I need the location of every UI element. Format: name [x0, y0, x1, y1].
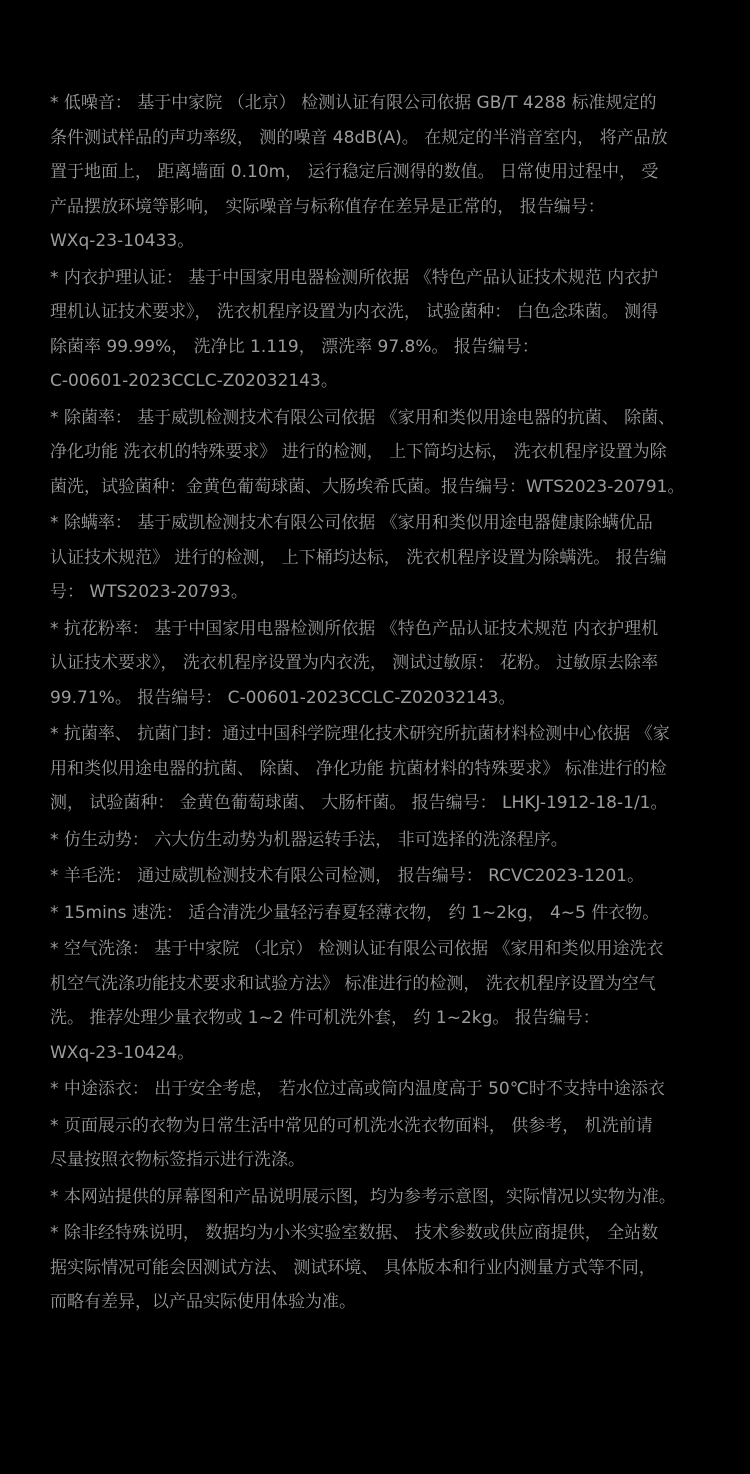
note-displayed-clothing: * 页面展示的衣物为日常生活中常见的可机洗水洗衣物面料， 供参考， 机洗前请 尽量按照衣物标签指示进行洗涤。: [50, 1115, 653, 1170]
note-mite-removal-rate: * 除螨率： 基于威凯检测技术有限公司依据 《家用和类似用途电器健康除螨优品 认证技术规范》 进行的检测， 上下桶均达标， 洗衣机程序设置为除螨洗。 报告编 号： WTS2023-20793。: [50, 513, 667, 602]
note-underwear-care-certification: * 内衣护理认证： 基于中国家用电器检测所依据 《特色产品认证技术规范 内衣护 理机认证技术要求》， 洗衣机程序设置为内衣洗， 试验菌种： 白色念珠菌。 测得 除菌率 99.99%， 洗净比 1.119， 漂洗率 97.8%。 报告编号： C-00601-2023CCLC-Z02032143。: [50, 267, 659, 391]
note-reference-images: * 本网站提供的屏幕图和产品说明展示图，均为参考示意图，实际情况以实物为准。: [50, 1186, 676, 1207]
disclaimer-notes: [50, 86, 706, 1322]
note-antibacterial-rate-door-seal: * 抗菌率、 抗菌门封：通过中国科学院理化技术研究所抗菌材料检测中心依据 《家 用和类似用途电器的抗菌、 除菌、 净化功能 抗菌材料的特殊要求》 标准进行的检 测， 试验菌种： 金黄色葡萄球菌、 大肠杆菌。 报告编号： LHKJ-1912-18-1/1。: [50, 724, 670, 813]
note-wool-wash: * 羊毛洗： 通过威凯检测技术有限公司检测， 报告编号： RCVC2023-1201。: [50, 866, 645, 886]
note-add-clothes-midway: * 中途添衣： 出于安全考虑， 若水位过高或筒内温度高于 50℃时不支持中途添衣: [50, 1079, 665, 1099]
note-15min-quick-wash: * 15mins 速洗： 适合清洗少量轻污春夏轻薄衣物， 约 1~2kg， 4~5 件衣物。: [50, 902, 660, 923]
note-anti-pollen-rate: * 抗花粉率： 基于中国家用电器检测所依据 《特色产品认证技术规范 内衣护理机 认证技术要求》， 洗衣机程序设置为内衣洗， 测试过敏原： 花粉。 过敏原去除率 99.71%。 报告编号： C-00601-2023CCLC-Z02032143。: [50, 618, 659, 708]
note-sterilization-rate: * 除菌率： 基于威凯检测技术有限公司依据 《家用和类似用途电器的抗菌、 除菌、 净化功能 洗衣机的特殊要求》 进行的检测， 上下筒均达标， 洗衣机程序设置为除 菌洗，试验菌种：金黄色葡萄球菌、大肠埃希氏菌。报告编号：WTS2023-20791。: [50, 407, 685, 497]
note-bionic-motion: * 仿生动势： 六大仿生动势为机器运转手法， 非可选择的洗涤程序。: [50, 829, 568, 850]
note-data-source: * 除非经特殊说明， 数据均为小米实验室数据、 技术参数或供应商提供， 全站数 据实际情况可能会因测试方法、 测试环境、 具体版本和行业内测量方式等不同， 而略有差异，以产品实际使用体验为准。: [50, 1223, 659, 1312]
note-low-noise: * 低噪音： 基于中家院 （北京） 检测认证有限公司依据 GB/T 4288 标准规定的 条件测试样品的声功率级， 测的噪音 48dB(A)。 在规定的半消音室内， 将产品放 置于地面上， 距离墙面 0.10m， 运行稳定后测得的数值。 日常使用过程中， 受 产品摆放环境等影响， 实际噪音与标称值存在差异是正常的， 报告编号： WXq-23-10433。: [50, 93, 668, 251]
note-air-wash: * 空气洗涤： 基于中家院 （北京） 检测认证有限公司依据 《家用和类似用途洗衣 机空气洗涤功能技术要求和试验方法》 标准进行的检测， 洗衣机程序设置为空气 洗。 推荐处理少量衣物或 1~2 件可机洗外套， 约 1~2kg。 报告编号： WXq-23-10424。: [50, 939, 664, 1063]
